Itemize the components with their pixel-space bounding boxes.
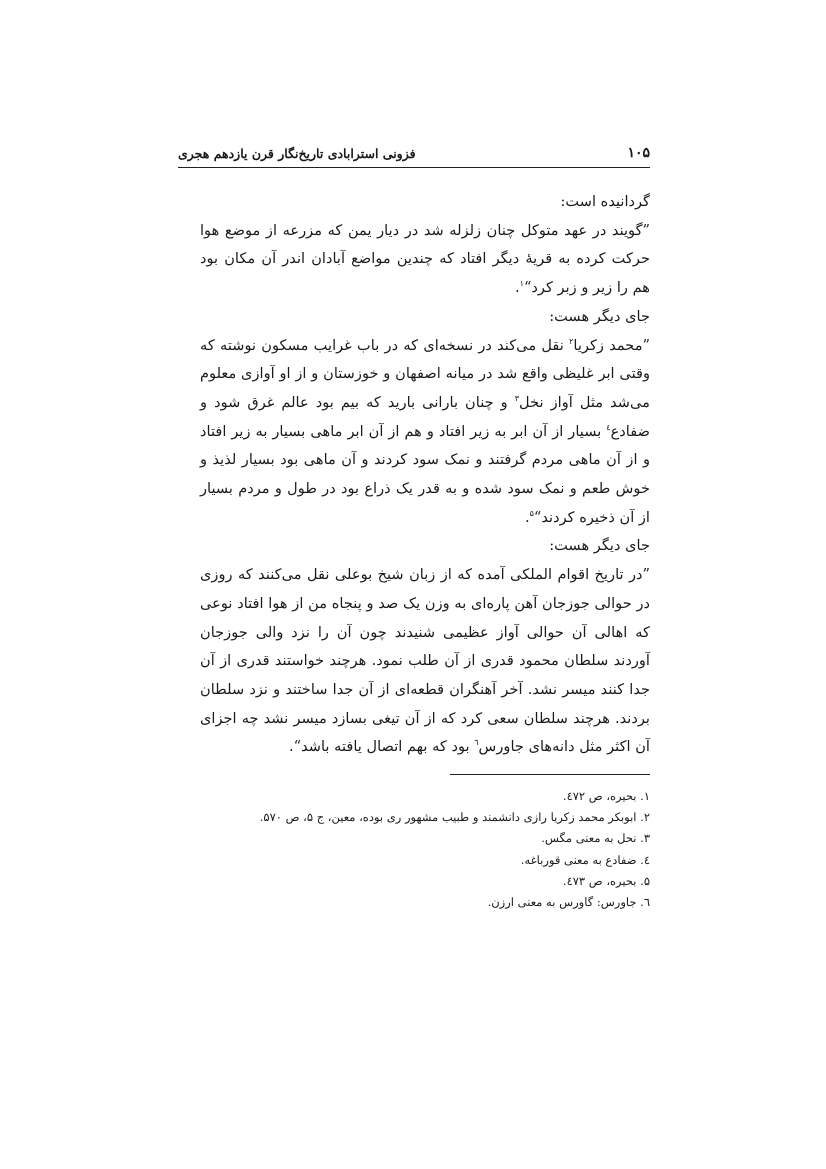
quote-paragraph [200,217,650,303]
footnote-divider [450,774,650,775]
quote-text: ”در تاریخ اقوام الملکی آمده که از زبان شیخ بوعلی نقل می‌کنند که روزی در حوالی جوزجان آهن پاره‌ای به وزن یک صد و پنجاه من از هوا افتاد نوعی که اهالی آن حوالی آواز عظیمی شنیدند چون آن را نزد والی جوزجان آوردند سلطان محمود قدری از آن طلب نمود. هرچند خواستند قدری از آن جدا کنند میسر نشد. آخر آهنگران قطعه‌ای از آن جدا ساختند و نزد سلطان بردند. هرچند سلطان سعی کرد که از آن تیغی بسازد میسر نشد چه اجزای آن اکثر مثل دانه‌های جاورس [200,566,650,756]
quote-text: بسیار از آن ابر به زیر افتاد و هم از آن ابر ماهی بسیار به زیر افتاد و از آن ماهی مردم گرفتند و نمک سود کردند و آن ماهی بود بسیار لذیذ و خوش طعم و نمک سود شده و به قدر یک ذراع بود در طول و مردم بسیار از آن ذخیره کردند“ [200,422,650,526]
footnote-ref[interactable]: ٦ [474,738,479,748]
footnote: ۵. بحیره، ص ٤٧٣. [562,873,650,888]
quote-text: ”گویند در عهد متوکل چنان زلزله شد در دیار یمن که مزرعه از موضع هوا حرکت کرده به قریهٔ دیگر افتاد که چندین مواضع آبادان اندر آن مکان بود هم را زیر و زبر کرد“ [200,221,650,297]
footnote: ۲. ابوبکر محمد زکریا رازی دانشمند و طبیب مشهور ری بوده، معین، ج ۵، ص ۵۷۰. [259,810,650,825]
footnote: ٤. ضفادع به معنی قورباغه. [520,852,650,867]
page-number: ۱۰۵ [627,145,650,161]
footnotes [240,786,650,913]
footnote-ref[interactable]: ۵ [529,508,534,518]
footnote-ref[interactable]: ٤ [606,422,611,432]
intro-line: گردانیده است: [560,193,650,210]
quote-paragraph [200,561,650,762]
page-header [178,141,650,168]
footnote: ۱. بحیره، ص ٤٧٢. [562,789,650,803]
quote-paragraph [200,332,650,533]
quote-text: و چنان بارانی بارید که بیم بود عالم غرق شود و ضفادع [200,393,650,440]
quote-text: ”محمد زکریا [573,336,650,354]
quote-text: نقل می‌کند در نسخه‌ای که در باب غرایب مسکون نوشته که وقتی ابر غلیظی واقع شد در میانه اصفهان و خوزستان و از او آوازی معلوم می‌شد مثل آواز نخل [200,336,650,411]
quote-text: بود که بهم اتصال یافته باشد“. [289,738,475,756]
footnote-ref[interactable]: ۲ [569,336,574,346]
footnote-ref[interactable]: ۳ [514,394,520,404]
quote-end: . [524,508,530,526]
footnote: ۳. نحل به معنی مگس. [541,831,650,846]
footnote-ref[interactable]: ۱ [519,279,524,289]
quote-end: . [515,279,520,297]
footnote: ٦. جاورس: گاورس به معنی ارزن. [487,895,650,910]
intro-line: جای دیگر هست: [549,537,650,555]
running-title: فزونی استرابادی تاریخ‌نگار قرن یازدهم هجری [178,146,416,161]
body-text [200,188,650,762]
intro-line: جای دیگر هست: [549,307,650,325]
